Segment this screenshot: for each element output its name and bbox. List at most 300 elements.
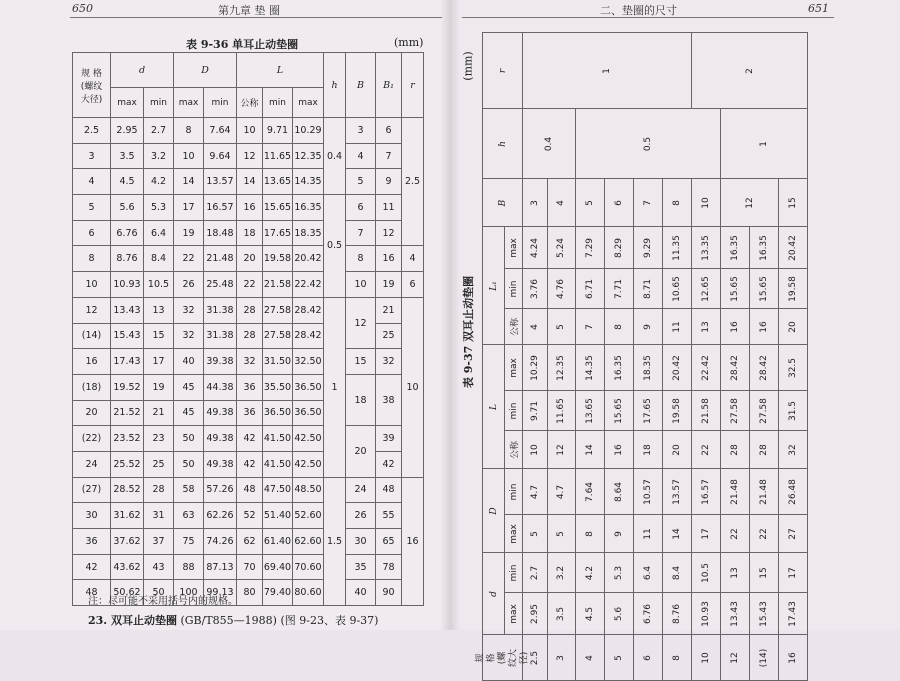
cell-l-min: 27.58: [263, 323, 293, 349]
table-937: [475, 32, 808, 681]
cell-l-max: [605, 345, 634, 391]
cell-d-min: [721, 469, 750, 515]
cell-b1: 55: [376, 503, 402, 529]
cell-spec: [663, 635, 692, 681]
value-L1_max: 20.42: [788, 234, 798, 261]
cell-r: 6: [402, 272, 424, 298]
left-page-number: 650: [72, 2, 93, 15]
value-L_max: 22.42: [701, 354, 711, 381]
cell-b: 7: [346, 220, 376, 246]
cell-l-max: 14.35: [293, 169, 324, 195]
value-D_max: 17: [701, 527, 711, 540]
cell-l-nom: 20: [237, 246, 263, 272]
value-d_max: 5.6: [614, 606, 624, 621]
cell-d-min: 31.38: [204, 323, 237, 349]
cell-b: 24: [346, 477, 376, 503]
cell-l-max: 16.35: [293, 195, 324, 221]
value-d_max: 2.95: [529, 603, 540, 624]
sublabel-max: max: [508, 357, 519, 378]
table-937-sub-nominal: [505, 309, 523, 345]
cell-b: 8: [346, 246, 376, 272]
cell-l-min: 13.65: [263, 169, 293, 195]
cell-spec: (14): [73, 323, 111, 349]
cell-l-max: 20.42: [293, 246, 324, 272]
cell-l-nom: 16: [237, 195, 263, 221]
cell-d-min: 28: [144, 477, 174, 503]
value-L_nom: 18: [643, 443, 653, 456]
cell-d-min: [692, 469, 721, 515]
value-spec: 10: [701, 651, 711, 664]
cell-b: 4: [346, 143, 376, 169]
cell-l-max: 18.35: [293, 220, 324, 246]
value-d_max: 8.76: [672, 603, 682, 624]
value-L1_nom: 8: [614, 323, 624, 330]
cell-d-min: [547, 553, 576, 593]
cell-b1: 21: [376, 297, 402, 323]
value-spec: 2.5: [529, 650, 540, 665]
cell-d-min: [634, 469, 663, 515]
cell-d-min: 23: [144, 426, 174, 452]
cell-d-max: [663, 593, 692, 635]
sublabel-nominal: 公称: [510, 440, 520, 459]
cell-d-max: 45: [174, 374, 204, 400]
cell-l-max: 22.42: [293, 272, 324, 298]
sublabel-min: min: [508, 483, 519, 500]
cell-l-max: 42.50: [293, 451, 324, 477]
table-row: [73, 246, 424, 272]
table-937-row: [483, 109, 808, 179]
value-L1_min: 15.65: [759, 275, 769, 302]
value-L_max: 32.5: [788, 357, 798, 378]
book-gutter: [440, 0, 460, 630]
cell-l-nom: 80: [237, 580, 263, 606]
cell-spec: [523, 635, 548, 681]
cell-d-max: 26: [174, 272, 204, 298]
cell-d-min: [779, 553, 808, 593]
cell-d-min: 4.2: [144, 169, 174, 195]
value-L1_min: 19.58: [788, 275, 798, 302]
value-L1_nom: 13: [701, 320, 711, 333]
cell-spec: 12: [73, 297, 111, 323]
value-D_max: 22: [759, 527, 769, 540]
cell-l-nom: 36: [237, 400, 263, 426]
value-spec: 3: [556, 654, 567, 661]
table-937-row: [483, 553, 808, 593]
value-L_min: 31.5: [788, 400, 798, 421]
cell-l1-nom: [779, 309, 808, 345]
cell-B: [779, 179, 808, 227]
cell-l-nom: [547, 431, 576, 469]
col-h-header: h: [324, 53, 346, 118]
table-row: [73, 195, 424, 221]
cell-l-max: 36.50: [293, 400, 324, 426]
cell-l1-max: [605, 227, 634, 269]
cell-l-nom: [721, 431, 750, 469]
cell-d-min: 31.38: [204, 297, 237, 323]
cell-spec: 20: [73, 400, 111, 426]
sublabel-max: max: [508, 237, 519, 258]
value-L_min: 27.58: [759, 397, 769, 424]
cell-d-max: [523, 515, 548, 553]
cell-d-min: 21.48: [204, 246, 237, 272]
cell-l-nom: [663, 431, 692, 469]
cell-l-min: 31.50: [263, 349, 293, 375]
cell-l-min: [721, 391, 750, 431]
value-L_max: 12.35: [556, 354, 567, 381]
value-L1_max: 4.24: [529, 237, 540, 258]
cell-l-max: 70.60: [293, 554, 324, 580]
sublabel-max: max: [508, 523, 519, 544]
cell-B: [576, 179, 605, 227]
cell-d-max: 40: [174, 349, 204, 375]
sublabel-min: min: [508, 280, 519, 297]
value-L1_nom: 16: [759, 320, 769, 333]
cell-d-max: [547, 515, 576, 553]
cell-b1: 25: [376, 323, 402, 349]
cell-l-min: [692, 391, 721, 431]
cell-l1-max: [523, 227, 548, 269]
right-section-title: 二、垫圈的尺寸: [600, 4, 677, 17]
value-d_min: 13: [730, 566, 740, 579]
cell-B: [547, 179, 576, 227]
cell-d-min: 37: [144, 529, 174, 555]
cell-d-max: [721, 593, 750, 635]
value-L1_nom: 7: [585, 323, 595, 330]
cell-d-min: [750, 553, 779, 593]
cell-b1: 32: [376, 349, 402, 375]
value-D_min: 13.57: [672, 478, 682, 505]
cell-l-min: 47.50: [263, 477, 293, 503]
table-937-sub-max: [505, 515, 523, 553]
cell-d-max: 22: [174, 246, 204, 272]
cell-d-min: [523, 469, 548, 515]
cell-l-nom: 36: [237, 374, 263, 400]
left-chapter-title: 第九章 垫 圈: [218, 4, 280, 17]
value-B: 3: [529, 199, 540, 206]
cell-l1-max: [750, 227, 779, 269]
cell-l-min: [779, 391, 808, 431]
value-L_nom: 20: [672, 443, 682, 456]
cell-d-min: 57.26: [204, 477, 237, 503]
cell-d-min: 5.3: [144, 195, 174, 221]
cell-spec: 48: [73, 580, 111, 606]
cell-r: 4: [402, 246, 424, 272]
cell-d-max: 17: [174, 195, 204, 221]
cell-d-min: 18.48: [204, 220, 237, 246]
cell-d-max: 88: [174, 554, 204, 580]
col-spec-header: 规 格 (螺纹 大径): [73, 53, 111, 118]
cell-spec: 5: [73, 195, 111, 221]
cell-l1-nom: [547, 309, 576, 345]
cell-l1-min: [750, 269, 779, 309]
table-937-row: [483, 635, 808, 681]
value-d_max: 17.43: [788, 600, 798, 627]
cell-spec: [779, 635, 808, 681]
value-L_min: 9.71: [529, 400, 540, 421]
cell-l-max: 28.42: [293, 323, 324, 349]
cell-d-min: 44.38: [204, 374, 237, 400]
subheader-max: max: [111, 88, 144, 118]
value-d_max: 13.43: [730, 600, 740, 627]
cell-h: 1.5: [324, 477, 346, 605]
cell-d-max: 3.5: [111, 143, 144, 169]
value-L_min: 27.58: [730, 397, 740, 424]
col-r-header: r: [402, 53, 424, 118]
cell-l-min: 35.50: [263, 374, 293, 400]
cell-l1-max: [576, 227, 605, 269]
cell-spec: 8: [73, 246, 111, 272]
cell-b1: 39: [376, 426, 402, 452]
cell-d-max: [576, 593, 605, 635]
value-L_nom: 22: [701, 443, 711, 456]
cell-d-max: [750, 515, 779, 553]
table-937-row: [483, 391, 808, 431]
value-d_max: 3.5: [556, 606, 567, 621]
value-L_max: 10.29: [529, 354, 540, 381]
sublabel-nominal: 公称: [510, 317, 520, 336]
cell-r: [692, 33, 808, 109]
value-L1_min: 8.71: [643, 278, 653, 299]
value-B: 4: [556, 199, 567, 206]
cell-l-min: [750, 391, 779, 431]
cell-l-max: 80.60: [293, 580, 324, 606]
table-937-sub-min: [505, 391, 523, 431]
cell-d-min: [523, 553, 548, 593]
value-L1_nom: 11: [672, 320, 682, 333]
value-D_max: 5: [556, 530, 567, 537]
cell-d-max: [779, 515, 808, 553]
cell-l1-max: [634, 227, 663, 269]
cell-d-min: [692, 553, 721, 593]
table-937-sub-max: [505, 227, 523, 269]
value-D_max: 5: [529, 530, 540, 537]
table-937-row: [483, 227, 808, 269]
cell-l1-nom: [721, 309, 750, 345]
cell-l-min: [605, 391, 634, 431]
table-937-group-D: [483, 469, 505, 553]
value-L_min: 17.65: [643, 397, 653, 424]
table-937-group-L: [483, 345, 505, 469]
cell-l-nom: 18: [237, 220, 263, 246]
cell-b1: 12: [376, 220, 402, 246]
cell-d-min: [576, 469, 605, 515]
cell-spec: 4: [73, 169, 111, 195]
cell-l-min: 51.40: [263, 503, 293, 529]
cell-d-min: 49.38: [204, 400, 237, 426]
cell-d-min: [547, 469, 576, 515]
cell-d-max: 63: [174, 503, 204, 529]
cell-b: 5: [346, 169, 376, 195]
table-header-row: [73, 53, 424, 88]
cell-h: 0.5: [324, 195, 346, 298]
cell-l-max: 42.50: [293, 426, 324, 452]
cell-l1-nom: [750, 309, 779, 345]
table-937-row: [483, 469, 808, 515]
cell-B: [663, 179, 692, 227]
cell-d-min: 62.26: [204, 503, 237, 529]
value-spec: 16: [788, 651, 798, 664]
cell-b1: 9: [376, 169, 402, 195]
table-937-row: [483, 345, 808, 391]
cell-l-nom: [692, 431, 721, 469]
cell-l-max: [663, 345, 692, 391]
cell-spec: 30: [73, 503, 111, 529]
cell-spec: (27): [73, 477, 111, 503]
value-d_max: 4.5: [585, 606, 595, 621]
value-D_max: 9: [614, 530, 624, 537]
subheader-max: max: [293, 88, 324, 118]
cell-l1-nom: [576, 309, 605, 345]
table-row: [73, 554, 424, 580]
cell-r: [523, 33, 692, 109]
cell-d-max: 13.43: [111, 297, 144, 323]
cell-l1-max: [663, 227, 692, 269]
cell-d-min: [634, 553, 663, 593]
cell-d-min: 15: [144, 323, 174, 349]
cell-l1-nom: [605, 309, 634, 345]
value-B: 8: [672, 199, 682, 206]
table-row: [73, 169, 424, 195]
value-L_nom: 10: [529, 443, 540, 456]
cell-l-max: [576, 345, 605, 391]
table-row: [73, 374, 424, 400]
cell-l-min: 17.65: [263, 220, 293, 246]
value-B: 6: [614, 199, 624, 206]
value-h: 0.4: [544, 136, 554, 151]
label-r: r: [497, 68, 508, 73]
cell-l-max: 48.50: [293, 477, 324, 503]
table-937-row: [483, 179, 808, 227]
cell-l-min: 41.50: [263, 451, 293, 477]
cell-spec: 6: [73, 220, 111, 246]
table-row: [73, 349, 424, 375]
cell-d-max: 100: [174, 580, 204, 606]
value-D_min: 21.48: [759, 478, 769, 505]
cell-B: [721, 179, 779, 227]
cell-d-min: 49.38: [204, 426, 237, 452]
value-L_nom: 12: [556, 443, 567, 456]
cell-l-nom: 10: [237, 118, 263, 144]
table-937-row: [483, 33, 808, 109]
value-L_min: 11.65: [556, 397, 567, 424]
cell-l-min: [547, 391, 576, 431]
cell-l-min: 21.58: [263, 272, 293, 298]
table-row: [73, 118, 424, 144]
cell-d-max: 25.52: [111, 451, 144, 477]
cell-l-max: 36.50: [293, 374, 324, 400]
value-L1_nom: 9: [643, 323, 653, 330]
cell-d-max: 32: [174, 297, 204, 323]
cell-h: [523, 109, 576, 179]
sublabel-min: min: [508, 402, 519, 419]
cell-l-nom: 22: [237, 272, 263, 298]
cell-l-nom: 62: [237, 529, 263, 555]
cell-l1-nom: [692, 309, 721, 345]
section-heading: [88, 612, 378, 628]
cell-l1-min: [721, 269, 750, 309]
cell-d-max: 19.52: [111, 374, 144, 400]
cell-l1-min: [576, 269, 605, 309]
value-h: 1: [759, 140, 769, 147]
cell-spec: [605, 635, 634, 681]
cell-d-min: [576, 553, 605, 593]
cell-b1: 6: [376, 118, 402, 144]
cell-r: 16: [402, 477, 424, 605]
cell-l-min: 41.50: [263, 426, 293, 452]
cell-d-max: 50: [174, 451, 204, 477]
cell-l-nom: 48: [237, 477, 263, 503]
cell-l-nom: 28: [237, 297, 263, 323]
table-row: [73, 143, 424, 169]
label-d: d: [488, 590, 499, 597]
value-L1_max: 8.29: [614, 237, 624, 258]
value-L1_min: 10.65: [672, 275, 682, 302]
cell-b: 20: [346, 426, 376, 477]
cell-B: [523, 179, 548, 227]
table-937-title: 表 9-37 双耳止动垫圈: [462, 275, 475, 389]
subheader-min: min: [144, 88, 174, 118]
cell-l-nom: 52: [237, 503, 263, 529]
cell-b1: 65: [376, 529, 402, 555]
cell-d-max: [779, 593, 808, 635]
col-D-header: D: [174, 53, 237, 88]
value-L_max: 16.35: [614, 354, 624, 381]
cell-spec: [692, 635, 721, 681]
cell-d-min: 50: [144, 580, 174, 606]
cell-l-max: 28.42: [293, 297, 324, 323]
col-B-header: B: [346, 53, 376, 118]
cell-spec: (22): [73, 426, 111, 452]
cell-l-nom: 12: [237, 143, 263, 169]
cell-l-max: [523, 345, 548, 391]
value-L_max: 28.42: [759, 354, 769, 381]
cell-l-nom: [576, 431, 605, 469]
cell-l-nom: [634, 431, 663, 469]
table-937-row: [483, 269, 808, 309]
value-spec: 5: [614, 654, 624, 661]
table-936: [72, 52, 424, 606]
table-937-title-box: [458, 262, 478, 402]
cell-l-max: [750, 345, 779, 391]
cell-l-min: 15.65: [263, 195, 293, 221]
cell-d-max: 37.62: [111, 529, 144, 555]
cell-l-max: [547, 345, 576, 391]
value-L_nom: 14: [585, 443, 595, 456]
cell-l-max: 62.60: [293, 529, 324, 555]
value-d_min: 5.3: [614, 565, 624, 580]
col-B1-header: B₁: [376, 53, 402, 118]
value-L1_nom: 16: [730, 320, 740, 333]
cell-b1: 16: [376, 246, 402, 272]
cell-l-min: [523, 391, 548, 431]
value-spec: (14): [759, 648, 769, 667]
cell-l-max: 12.35: [293, 143, 324, 169]
section-title: 23. 双耳止动垫圈: [88, 614, 177, 627]
cell-d-max: [547, 593, 576, 635]
cell-d-min: 99.13: [204, 580, 237, 606]
value-L_min: 13.65: [585, 397, 595, 424]
cell-d-max: 50: [174, 426, 204, 452]
cell-l-max: [779, 345, 808, 391]
cell-l-nom: [779, 431, 808, 469]
cell-d-min: 9.64: [204, 143, 237, 169]
col-L-header: L: [237, 53, 324, 88]
value-D_min: 7.64: [585, 481, 595, 502]
cell-l-min: 9.71: [263, 118, 293, 144]
value-d_min: 3.2: [556, 565, 567, 580]
value-L1_max: 11.35: [672, 234, 682, 261]
cell-b: 18: [346, 374, 376, 425]
